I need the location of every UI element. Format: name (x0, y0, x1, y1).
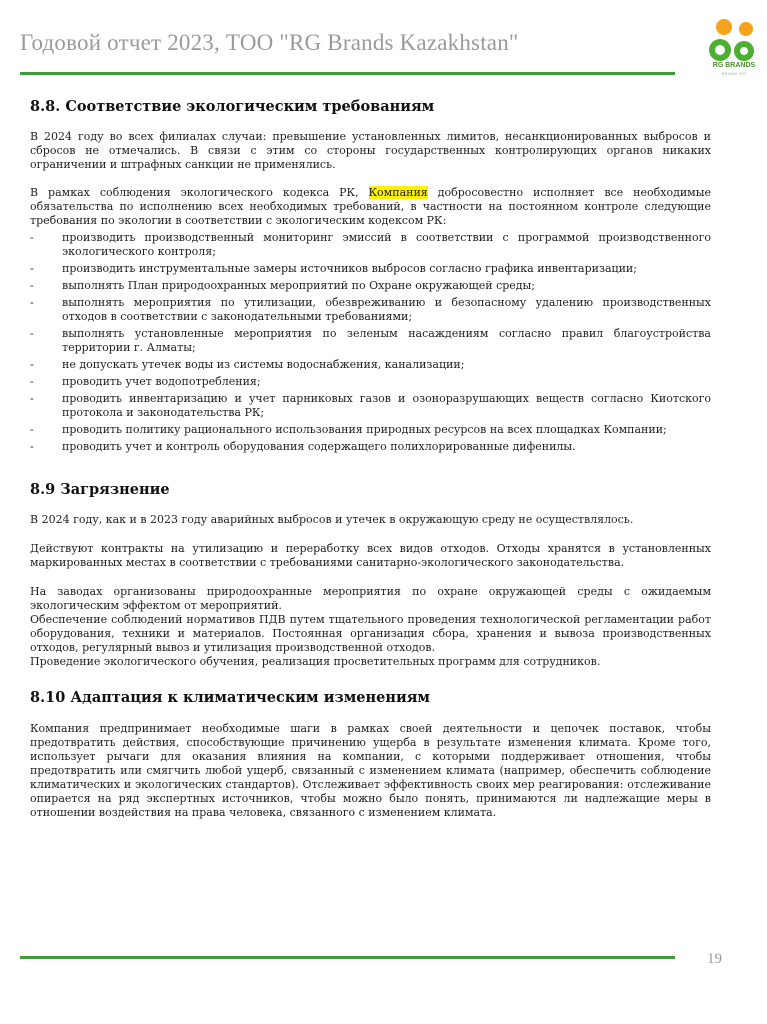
list-dash: - (30, 375, 34, 388)
logo-dot-orange-top (716, 19, 732, 35)
list-dash: - (30, 262, 34, 275)
list-item: - не допускать утечек воды из системы водоснабжения, канализации; (30, 358, 465, 371)
header-divider (20, 72, 675, 75)
section-8-9-paragraph-1: В 2024 году, как и в 2023 году аварийных выбросов и утечек в окружающую среду не осуществлялось. (30, 513, 634, 526)
page-content (30, 95, 711, 820)
paragraph-2-end: добросовестно исполняет все необходимые обязательства по исполнению всех необходимых требований, в частности на постоянном контроле следующие требования по экологии в соответствии с экологическим кодексом РК: (30, 186, 711, 227)
list-item: - производить инструментальные замеры источников выбросов согласно графика инвентаризации; (30, 262, 637, 275)
list-dash: - (30, 231, 34, 244)
list-dash: - (30, 358, 34, 371)
eco-requirements-list (30, 231, 711, 454)
section-8-8-heading: 8.8. Соответствие экологическим требованиям (30, 98, 435, 115)
list-item: - производить производственный мониторинг эмиссий в соответствии с программой производственного экологического контроля; (30, 231, 711, 258)
list-item: - выполнять установленные мероприятия по зеленым насаждениям согласно правил благоустройства территории г. Алматы; (30, 327, 711, 354)
list-item: - выполнять мероприятия по утилизации, обезвреживанию и безопасному удалению производственных отходов в соответствии с законодательными требованиями; (30, 296, 711, 323)
report-header-title: Годовой отчет 2023, ТОО "RG Brands Kazakhstan" (20, 30, 519, 55)
list-dash: - (30, 279, 34, 292)
rg-brands-logo (706, 10, 762, 80)
section-8-9-heading: 8.9 Загрязнение (30, 481, 170, 498)
section-8-9-paragraph-4: Обеспечение соблюдений нормативов ПДВ путем тщательного проведения технологической регламентации работ оборудования, техники и материалов. Постоянная организация сбора, хранения и вывоза производственных отходов, регулярный вывоз и утилизация производственной отходов. (30, 613, 711, 654)
list-dash: - (30, 423, 34, 436)
section-8-10-heading: 8.10 Адаптация к климатическим изменениям (30, 689, 431, 706)
page-number: 19 (707, 951, 722, 967)
paragraph-2-start: В рамках соблюдения экологического кодекса РК, (30, 186, 369, 199)
list-dash: - (30, 327, 34, 340)
section-8-10-paragraph-1: Компания предпринимает необходимые шаги в рамках своей деятельности и цепочек поставок, чтобы предотвратить действия, способствующие причинению ущерба в результате изменения климата. Кроме того, использует рычаги для оказания влияния на компании, с которыми поддерживает отношения, чтобы предотвратить или смягчить любой ущерб, связанный с изменением климата (например, обеспечить соблюдение климатических и экологических стандартов). Отслеживает эффективность своих мер реагирования: отслеживание опирается на ряд экспертных источников, чтобы можно было понять, принимаются ли надлежащие меры в отношении воздействия на права человека, связанного с изменением климата. (30, 722, 711, 819)
footer-divider (20, 956, 675, 959)
list-item: - проводить инвентаризацию и учет парниковых газов и озоноразрушающих веществ согласно Киотского протокола и законодательства РК; (30, 392, 711, 419)
list-dash: - (30, 296, 34, 309)
highlighted-word-company: Компания (368, 186, 428, 199)
list-item: - проводить учет и контроль оборудования содержащего полихлорированные дифенилы. (30, 440, 576, 453)
section-8-9-paragraph-3: На заводах организованы природоохранные мероприятия по охране окружающей среды с ожидаемым экологическим эффектом от мероприятий. (30, 585, 711, 612)
logo-dot-orange-right (739, 22, 753, 36)
section-8-9-paragraph-5: Проведение экологического обучения, реализация просветительных программ для сотрудников. (30, 655, 601, 668)
section-8-8-paragraph-1: В 2024 году во всех филиалах случаи: превышение установленных лимитов, несанкционированных выбросов и сбросов не отмечались. В связи с этим со стороны государственных контролирующих органов никаких ограничении и штрафных санкции не применялись. (30, 130, 711, 171)
list-item: - проводить учет водопотребления; (30, 375, 261, 388)
list-item: - выполнять План природоохранных мероприятий по Охране окружающей среды; (30, 279, 536, 292)
logo-text: RG BRANDS (712, 62, 756, 69)
logo-subtext: BRAND RG (721, 71, 747, 76)
list-item: - проводить политику рационального использования природных ресурсов на всех площадках Компании; (30, 423, 667, 436)
section-8-9-paragraph-2: Действуют контракты на утилизацию и переработку всех видов отходов. Отходы хранятся в установленных маркированных местах в соответствии с требованиями санитарно-экологического законодательства. (30, 542, 711, 569)
list-dash: - (30, 392, 34, 405)
section-8-8-paragraph-2 (30, 186, 711, 228)
list-dash: - (30, 440, 34, 453)
